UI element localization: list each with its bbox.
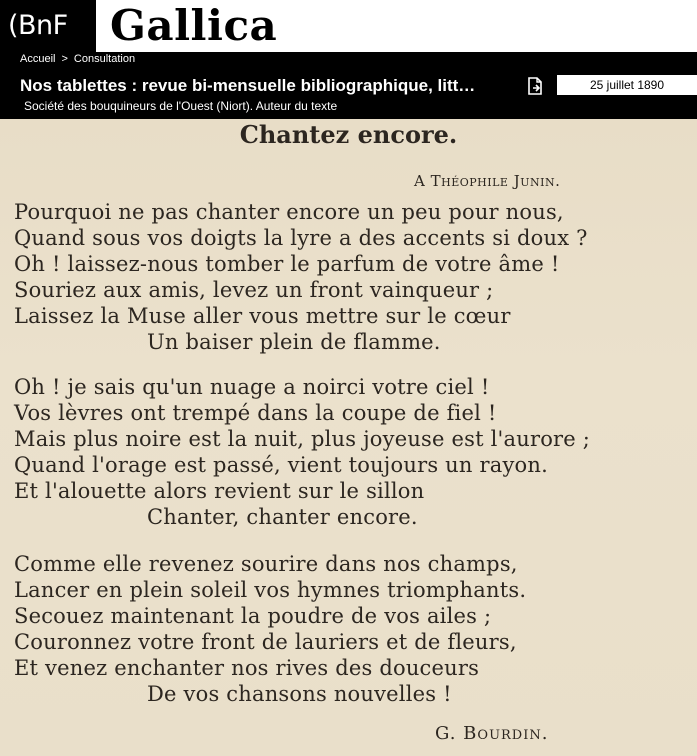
poem-line: Lancer en plein soleil vos hymnes triomphants. [14, 578, 527, 602]
stanza-3 [14, 551, 694, 707]
poem-line: Secouez maintenant la poudre de vos ailes ; [14, 604, 492, 628]
poem-refrain: De vos chansons nouvelles ! [147, 682, 452, 706]
poem-line: Et venez enchanter nos rives des douceurs [14, 656, 480, 680]
bnf-logo[interactable]: (BnF [0, 0, 96, 52]
poem-line: Vos lèvres ont trempé dans la coupe de fiel ! [14, 401, 497, 425]
poem-title: Chantez encore. [239, 120, 458, 149]
poem-line: Quand l'orage est passé, vient toujours un rayon. [14, 453, 548, 477]
document-title: Nos tablettes : revue bi-mensuelle bibliographique, litt… [20, 76, 476, 95]
stanza-1 [14, 199, 694, 355]
document-author[interactable]: Société des bouquineurs de l'Ouest (Niort). Auteur du texte [24, 99, 338, 113]
poem-line: Mais plus noire est la nuit, plus joyeuse est l'aurore ; [14, 427, 591, 451]
poem-line: Souriez aux amis, levez un front vainqueur ; [14, 278, 494, 302]
poem-line: Oh ! laissez-nous tomber le parfum de votre âme ! [14, 252, 560, 276]
breadcrumb-home-link[interactable]: Accueil [20, 53, 56, 65]
poem-line: Oh ! je sais qu'un nuage a noirci votre ciel ! [14, 375, 490, 399]
poem-line: Pourquoi ne pas chanter encore un peu pour nous, [14, 200, 564, 224]
breadcrumb-current: Consultation [73, 53, 136, 65]
poem-refrain: Chanter, chanter encore. [147, 505, 418, 529]
export-icon[interactable] [525, 76, 545, 96]
stanza-2 [14, 374, 694, 530]
poem-line: Laissez la Muse aller vous mettre sur le cœur [14, 304, 511, 328]
poem-dedication [414, 171, 560, 191]
top-bar [0, 0, 697, 52]
dedication-prefix: A [414, 172, 426, 190]
poem-refrain: Un baiser plein de flamme. [147, 330, 441, 354]
breadcrumb-separator: > [61, 53, 68, 65]
dedication-name: Théophile Junin. [430, 172, 561, 190]
document-title-bar [0, 67, 697, 119]
poem-line: Quand sous vos doigts la lyre a des accents si doux ? [14, 226, 588, 250]
page-scan [0, 119, 697, 756]
poem-line: Et l'alouette alors revient sur le sillon [14, 479, 425, 503]
gallica-logo[interactable]: Gallica [110, 1, 278, 50]
poem-signature: G. Bourdin. [435, 723, 549, 744]
document-date: 25 juillet 1890 [557, 75, 697, 95]
poem-line: Couronnez votre front de lauriers et de fleurs, [14, 630, 517, 654]
breadcrumb [0, 52, 697, 67]
poem-line: Comme elle revenez sourire dans nos champs, [14, 552, 518, 576]
